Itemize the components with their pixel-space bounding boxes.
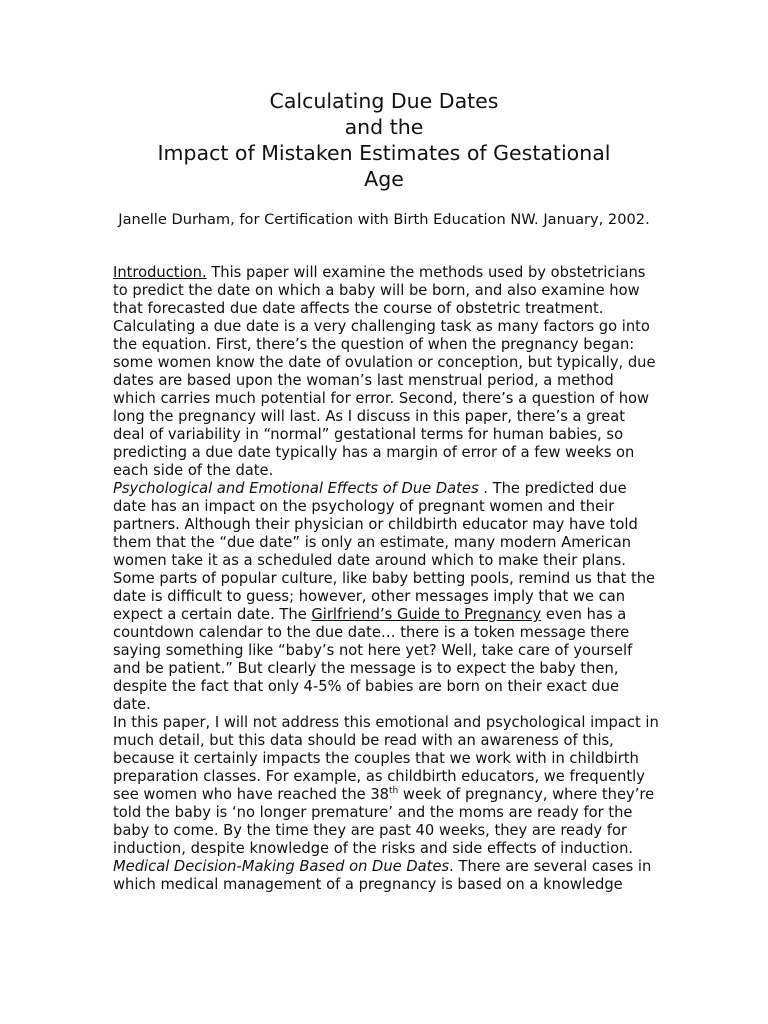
paragraph-introduction: [113, 264, 659, 480]
author-byline: Janelle Durham, for Certification with Birth Education NW. January, 2002.: [118, 211, 650, 228]
paragraph-text: . The predicted due date has an impact on the psychology of pregnant women and their partners. Although their physician or childbirth educator may have told them that the “due date” is only an estimate, many modern American women take it as a scheduled date around which to make their plans. Some parts of popular culture, like baby betting pools, remind us that the date is difficult to guess; however, other messages imply that we can expect a certain date. The: [113, 480, 656, 623]
title-line-1: Calculating Due Dates: [269, 89, 499, 113]
paragraph-text: In this paper, I will not address this emotional and psychological impact in much detail, but this data should be read with an awareness of this, because it certainly impacts the couples that we work with in childbirth preparation classes. For example, as childbirth educators, we frequently see women who have reached the 38: [113, 714, 659, 803]
book-title: Girlfriend’s Guide to Pregnancy: [311, 606, 542, 623]
section-heading-psychological: Psychological and Emotional Effects of Due Dates: [113, 480, 479, 497]
paragraph-text: even has a countdown calendar to the due date… there is a token message there saying something like “baby’s not here yet? Well, take care of yourself and be patient.” But clearly the message is to expect the baby then, despite the fact that only 4-5% of babies are born on their exact due date.: [113, 606, 633, 713]
paragraph-emotional-impact: [113, 714, 659, 858]
paragraph-text: . There are several cases in which medical management of a pregnancy is based on a knowledge: [113, 858, 652, 893]
paragraph-text: week of pregnancy, where they’re told the baby is ‘no longer premature’ and the moms are ready for the baby to come. By the time they are past 40 weeks, they are ready for induction, despite knowledge of the risks and side effects of induction.: [113, 786, 655, 857]
superscript-ordinal: th: [389, 786, 399, 797]
paragraph-medical-decision-making: [113, 858, 659, 894]
document-body: [113, 264, 659, 894]
paragraph-psychological-effects: [113, 480, 659, 714]
title-line-4: Age: [364, 167, 404, 191]
section-heading-introduction: Introduction.: [113, 264, 207, 281]
title-line-3: Impact of Mistaken Estimates of Gestational: [157, 141, 611, 165]
title-line-2: and the: [344, 115, 424, 139]
paragraph-text: This paper will examine the methods used by obstetricians to predict the date on which a baby will be born, and also examine how that forecasted due date affects the course of obstetric treatment. Calculating a due date is a very challenging task as many factors go into the equation. First, there’s the question of when the pregnancy began: some women know the date of ovulation or conception, but typically, due dates are based upon the woman’s last menstrual period, a method which carries much potential for error. Second, there’s a question of how long the pregnancy will last. As I discuss in this paper, there’s a great deal of variability in “normal” gestational terms for human babies, so predicting a due date typically has a margin of error of a few weeks on each side of the date.: [113, 264, 656, 479]
section-heading-medical: Medical Decision-Making Based on Due Dates: [113, 858, 450, 875]
document-title: [112, 88, 656, 192]
